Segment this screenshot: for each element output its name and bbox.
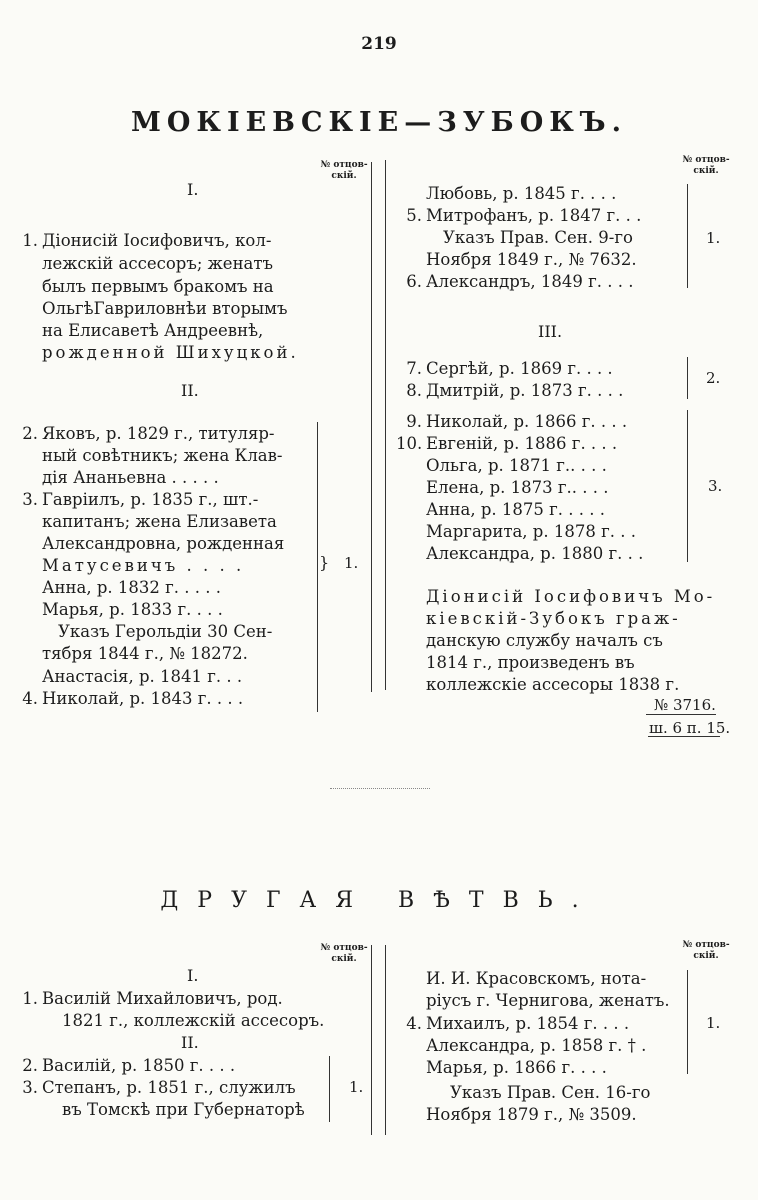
section-heading: III. — [538, 322, 563, 341]
entry-line: Александровна, рожденная — [42, 534, 285, 553]
entry-line: Указъ Герольдіи 30 Сен- — [58, 622, 273, 641]
entry-line: Александра, р. 1858 г. † . — [426, 1036, 647, 1055]
entry-line: дія Ананьевна . . . . . — [42, 468, 219, 487]
entry-line: тября 1844 г., № 18272. — [42, 644, 248, 663]
entry-line: ный совѣтникъ; жена Клав- — [42, 446, 283, 465]
column-header-left: № отцов- скій. — [320, 160, 368, 181]
brace-point: } — [319, 553, 330, 572]
entry-line: въ Томскѣ при Губернаторѣ — [62, 1100, 305, 1119]
entry-line: Елена, р. 1873 г.. . . . — [426, 478, 609, 497]
entry-line: И. И. Красовскомъ, нота- — [426, 969, 647, 988]
column-divider-top-right — [385, 160, 386, 690]
entry-line: 3. Степанъ, р. 1851 г., служилъ — [22, 1078, 296, 1097]
father-reference: 3. — [708, 477, 723, 495]
entry-line: 4. Николай, р. 1843 г. . . . — [22, 689, 244, 708]
grouping-brace — [687, 184, 688, 288]
note-line: кіевскій-Зубокъ граж- — [426, 609, 681, 628]
entry-line: Александра, р. 1880 г. . . — [426, 544, 644, 563]
entry-line: 3. Гавріилъ, р. 1835 г., шт.- — [22, 490, 259, 509]
column-header-left: № отцов- скій. — [320, 943, 368, 964]
entry-line: Марья, р. 1866 г. . . . — [426, 1058, 607, 1077]
entry-line: 2. Василій, р. 1850 г. . . . — [22, 1056, 236, 1075]
entry-line: Ноября 1849 г., № 7632. — [426, 250, 637, 269]
branch-title: ДРУГАЯ ВѢТВЬ. — [160, 888, 598, 913]
entry-line: 9. Николай, р. 1866 г. . . . — [406, 412, 628, 431]
column-divider-bottom-left — [371, 945, 372, 1135]
entry-line: Ольга, р. 1871 г.. . . . — [426, 456, 607, 475]
column-divider-bottom-right — [385, 945, 386, 1135]
entry-line: 6. Александръ, 1849 г. . . . — [406, 272, 634, 291]
entry-line: 1821 г., коллежскій ассесоръ. — [62, 1011, 325, 1030]
entry-line: былъ первымъ бракомъ на — [42, 277, 274, 296]
entry-line: ріусъ г. Чернигова, женатъ. — [426, 991, 670, 1010]
grouping-brace — [687, 357, 688, 399]
entry-line: Анастасія, р. 1841 г. . . — [42, 667, 243, 686]
entry-line: рожденной Шихуцкой. — [42, 343, 299, 362]
reference-rule — [648, 736, 720, 737]
section-heading: I. — [187, 180, 199, 199]
entry-line: лежскій ассесоръ; женатъ — [42, 254, 274, 273]
column-header-right: № отцов- скій. — [682, 155, 730, 176]
entry-line: Матусевичъ . . . . — [42, 556, 245, 575]
father-reference: 2. — [706, 369, 721, 387]
note-line: Діонисій Іосифовичъ Мо- — [426, 587, 716, 606]
entry-line: Анна, р. 1832 г. . . . . — [42, 578, 221, 597]
entry-line: 8. Дмитрій, р. 1873 г. . . . — [406, 381, 624, 400]
entry-line: Маргарита, р. 1878 г. . . — [426, 522, 636, 541]
entry-line: 1. Діонисій Іосифовичъ, кол- — [22, 231, 272, 250]
entry-line: 10. Евгеній, р. 1886 г. . . . — [396, 434, 618, 453]
entry-line: Указъ Прав. Сен. 16-го — [450, 1083, 651, 1102]
page-number: 219 — [361, 34, 397, 54]
entry-line: Марья, р. 1833 г. . . . — [42, 600, 223, 619]
section-separator — [330, 788, 430, 789]
entry-line: капитанъ; жена Елизавета — [42, 512, 277, 531]
entry-line: Указъ Прав. Сен. 9-го — [443, 228, 633, 247]
father-reference: 1. — [344, 554, 359, 572]
archive-reference: ш. 6 п. 15. — [649, 719, 731, 737]
grouping-brace — [687, 410, 688, 562]
entry-line: Анна, р. 1875 г. . . . . — [426, 500, 605, 519]
grouping-brace — [329, 1056, 330, 1122]
father-reference: 1. — [706, 1014, 721, 1032]
entry-line: 4. Михаилъ, р. 1854 г. . . . — [406, 1014, 630, 1033]
entry-line: 2. Яковъ, р. 1829 г., титуляр- — [22, 424, 275, 443]
note-line: 1814 г., произведенъ въ — [426, 653, 635, 672]
grouping-brace — [687, 970, 688, 1074]
page-title: МОКІЕВСКІЕ—ЗУБОКЪ. — [130, 107, 628, 138]
note-line: данскую службу началъ съ — [426, 631, 663, 650]
section-heading: I. — [187, 966, 199, 985]
archive-reference: № 3716. — [654, 696, 716, 714]
note-line: коллежскіе ассесоры 1838 г. — [426, 675, 680, 694]
section-heading: II. — [181, 1033, 199, 1052]
entry-line: ОльгѣГавриловнѣи вторымъ — [42, 299, 288, 318]
reference-rule — [646, 714, 716, 715]
entry-line: Любовь, р. 1845 г. . . . — [426, 184, 617, 203]
father-reference: 1. — [349, 1078, 364, 1096]
father-reference: 1. — [706, 229, 721, 247]
entry-line: Ноября 1879 г., № 3509. — [426, 1105, 637, 1124]
entry-line: 7. Сергѣй, р. 1869 г. . . . — [406, 359, 613, 378]
column-header-right: № отцов- скій. — [682, 940, 730, 961]
entry-line: на Елисаветѣ Андреевнѣ, — [42, 321, 264, 340]
grouping-brace — [317, 422, 318, 712]
entry-line: 1. Василій Михайловичъ, род. — [22, 989, 283, 1008]
entry-line: 5. Митрофанъ, р. 1847 г. . . — [406, 206, 642, 225]
section-heading: II. — [181, 381, 199, 400]
column-divider-top-left — [371, 162, 372, 692]
